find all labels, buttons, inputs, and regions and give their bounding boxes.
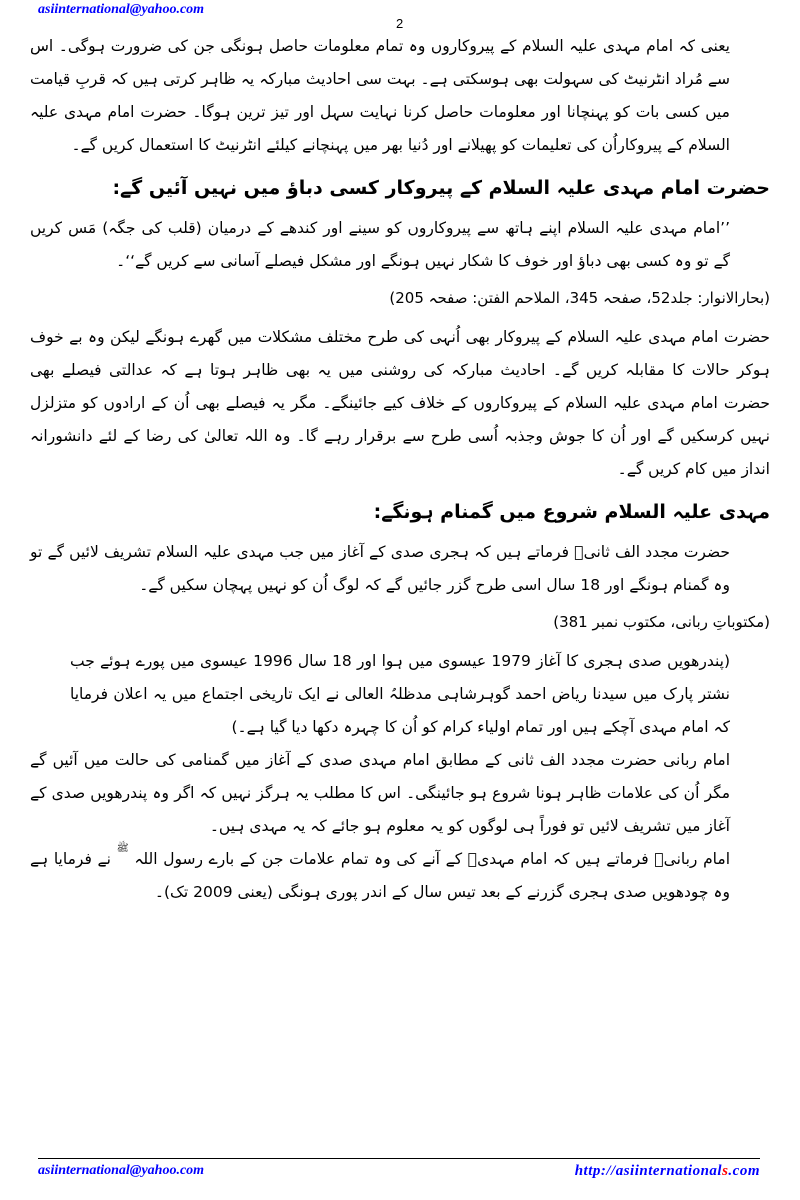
- reference-bihar-al-anwar: (بحارالانوار: جلد52، صفحہ 345، الملاحم الفتن: صفحہ 205): [389, 289, 770, 307]
- footer-website-link[interactable]: [575, 1163, 760, 1180]
- note-fifteenth-century: (پندرھویں صدی ہجری کا آغاز 1979 عیسوی میں ہوا اور 18 سال 1996 عیسوی میں پورے ہوئے جب نشتر پارک میں سیدنا ریاض احمد گوہرشاہی مدظلہُ العالی نے ایک تاریخی اجتماع میں یہ اعلان فرمایا کہ امام مہدی آچکے ہیں اور تمام اولیاء کرام کو اُن کا چہرہ دکھا دیا گیا ہے۔): [70, 652, 731, 736]
- salawat-icon: ﷺ: [116, 843, 129, 854]
- paragraph-signs-part-b: نے فرمایا ہے وہ چودھویں صدی ہجری گزرنے کے بعد تیس سال کے اندر پوری ہونگی (یعنی 2009 تک)۔: [30, 850, 730, 901]
- footer-divider: [38, 1158, 760, 1159]
- heading-no-pressure: حضرت امام مہدی علیہ السلام کے پیروکار کسی دباؤ میں نہیں آئیں گے:: [112, 177, 770, 199]
- footer-url-prefix: http://asiinternational: [574, 1163, 723, 1179]
- paragraph-followers: حضرت امام مہدی علیہ السلام کے پیروکار بھی اُنہی کی طرح مختلف مشکلات میں گھرے ہونگے لیکن وہ بے خوف ہوکر حالات کا مقابلہ کریں گے۔ احادیث مبارکہ کی روشنی میں یہ بھی ظاہر ہوتا ہے کہ عدالتی فیصلے بھی حضرت امام مہدی علیہ السلام کے پیروکاروں کے خلاف کیے جائینگے۔ مگر یہ فیصلے بھی اُن کے ارادوں کو متزلزل نہیں کرسکیں گے اور اُن کا جوش وجذبہ اُسی طرح سے برقرار رہے گا۔ وہ اللہ تعالیٰ کی رضا کے لئے دانشورانہ انداز میں کام کریں گے۔: [30, 328, 770, 478]
- paragraph-internet: یعنی کہ امام مہدی علیہ السلام کے پیروکاروں وہ تمام معلومات حاصل ہونگی جن کی ضرورت ہوگی۔ اس سے مُراد انٹرنیٹ کی سہولت بھی ہوسکتی ہے۔ بہت سی احادیث مبارکہ یہ ظاہر کرتی ہیں کہ قربِ قیامت میں کسی بات کو پہنچانا اور معلومات حاصل کرنا نہایت سہل اور تیز ترین ہوگا۔ حضرت امام مہدی علیہ السلام کے پیروکاراُن کی تعلیمات کو پھیلانے اور دُنیا بھر میں پہنچانے کیلئے انٹرنیٹ کا استعمال کریں گے۔: [30, 37, 730, 154]
- quote-hadith: ’’امام مہدی علیہ السلام اپنے ہاتھ سے پیروکاروں کو سینے اور کندھے کے درمیان (قلب کی جگہ) مَس کریں گے تو وہ کسی بھی دباؤ اور خوف کا شکار نہیں ہونگے اور مشکل فیصلے آسانی سے کریں گے‘‘۔: [30, 219, 730, 270]
- header-email-link[interactable]: asiinternational@yahoo.com: [38, 2, 205, 17]
- footer-email-link[interactable]: asiinternational@yahoo.com: [38, 1163, 205, 1178]
- page-number: 2: [396, 16, 404, 31]
- reference-maktubat: (مکتوباتِ ربانی، مکتوب نمبر 381): [553, 613, 770, 631]
- footer-url-accent: s: [722, 1163, 729, 1179]
- heading-anonymous: مہدی علیہ السلام شروع میں گمنام ہونگے:: [373, 501, 770, 523]
- paragraph-signs: [30, 843, 770, 909]
- footer-url-suffix: .com: [728, 1163, 760, 1179]
- page-content: [30, 30, 770, 909]
- paragraph-mujaddid: حضرت مجدد الف ثانیؒ فرماتے ہیں کہ ہجری صدی کے آغاز میں جب مہدی علیہ السلام تشریف لائیں گے تو وہ گمنام ہونگے اور 18 سال اسی طرح گزر جائیں گے کہ لوگ اُن کو نہیں پہچان سکیں گے۔: [30, 543, 730, 594]
- paragraph-imam-rabbani: امام ربانی حضرت مجدد الف ثانی کے مطابق امام مہدی صدی کے آغاز میں گمنامی کی حالت میں آئیں گے مگر اُن کی علامات ظاہر ہونا شروع ہو جائینگی۔ اس کا مطلب یہ ہرگز نہیں کہ اگر وہ پندرھویں صدی کے آغاز میں تشریف لائیں تو فوراً ہی لوگوں کو یہ معلوم ہو جائے کہ یہ مہدی ہیں۔: [30, 751, 730, 835]
- paragraph-signs-part-a: امام ربانیؒ فرماتے ہیں کہ امام مہدیؑ کے آنے کی وہ تمام علامات جن کے بارے رسول اللہ: [134, 850, 730, 868]
